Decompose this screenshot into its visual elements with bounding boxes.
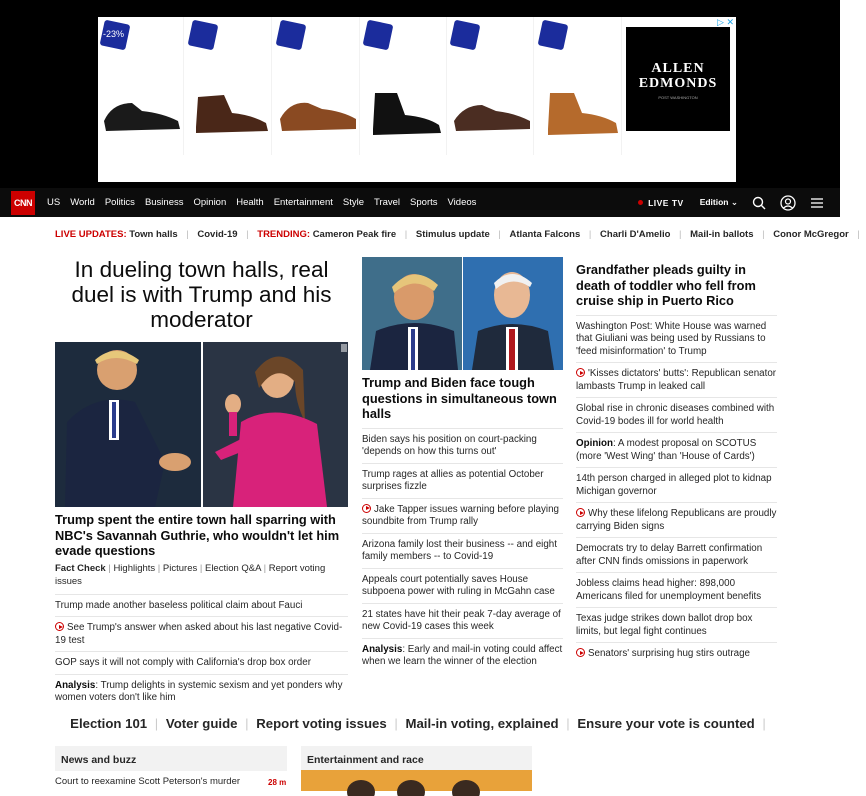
price-tag-icon xyxy=(363,20,394,51)
list-item[interactable]: Trump made another baseless political claim about Fauci xyxy=(55,595,348,618)
election-link-voter-guide[interactable]: Voter guide xyxy=(165,716,238,731)
nav-links xyxy=(47,197,486,208)
nav-link-business[interactable]: Business xyxy=(144,197,184,208)
ticker-link-covid[interactable]: Covid-19 xyxy=(197,229,238,240)
list-item[interactable]: Opinion: A modest proposal on SCOTUS (more 'West Wing' than 'House of Cards') xyxy=(576,433,777,468)
top-nav xyxy=(0,188,840,217)
related-link-highlights[interactable]: Highlights xyxy=(113,562,156,574)
ticker-link-trending-5[interactable]: Mail-in ballots xyxy=(690,229,754,240)
brand-line-1: ALLEN xyxy=(651,61,705,76)
nav-link-health[interactable]: Health xyxy=(236,197,264,208)
news-item[interactable]: Court to reexamine Scott Peterson's murder xyxy=(55,776,241,787)
trump-biden-image[interactable] xyxy=(362,257,563,370)
nav-right xyxy=(638,188,824,217)
list-item[interactable]: Analysis: Early and mail-in voting could affect when we learn the winner of the election xyxy=(362,643,563,667)
list-item[interactable]: GOP says it will not comply with California's drop box order xyxy=(55,652,348,675)
price-tag-icon xyxy=(276,20,307,51)
ticker-link-trending-4[interactable]: Charli D'Amelio xyxy=(600,229,671,240)
list-item[interactable]: Why these lifelong Republicans are proudly carrying Biden signs xyxy=(576,503,777,538)
price-tag-icon xyxy=(450,20,481,51)
list-item[interactable]: Washington Post: White House was warned that Giuliani was being used by Russians to 'feed misinformation' to Trump xyxy=(576,316,777,364)
menu-icon[interactable] xyxy=(810,197,824,209)
nav-link-politics[interactable]: Politics xyxy=(104,197,135,208)
list-item[interactable]: 'Kisses dictators' butts': Republican senator lambasts Trump in leaked call xyxy=(576,363,777,398)
brand-line-2: EDMONDS xyxy=(638,76,718,91)
edition-dropdown[interactable] xyxy=(700,197,738,208)
play-icon xyxy=(576,368,585,377)
ad-product-1[interactable] xyxy=(98,17,184,155)
lead-story-title[interactable]: Trump spent the entire town hall sparring with NBC's Savannah Guthrie, who wouldn't let him evade questions xyxy=(55,512,340,558)
ad-product-2[interactable] xyxy=(186,17,272,155)
left-lead xyxy=(55,512,348,709)
nav-link-us[interactable]: US xyxy=(47,197,61,208)
ticker-link-trending-1[interactable]: Cameron Peak fire xyxy=(312,229,397,240)
list-item[interactable]: See Trump's answer when asked about his last negative Covid-19 test xyxy=(55,617,348,652)
nav-link-world[interactable]: World xyxy=(70,197,95,208)
right-headline[interactable]: Grandfather pleads guilty in death of toddler who fell from cruise ship in Puerto Rico xyxy=(576,262,756,308)
shoe-image xyxy=(540,91,620,137)
election-link-101[interactable]: Election 101 xyxy=(70,716,148,731)
list-item[interactable]: Appeals court potentially saves House subpoena power with ruling in McGahn case xyxy=(362,569,563,604)
price-tag-icon xyxy=(188,20,219,51)
play-icon xyxy=(55,622,64,631)
left-column xyxy=(55,257,348,332)
center-headline[interactable]: Trump and Biden face tough questions in simultaneous town halls xyxy=(362,375,557,421)
ad-brand-logo[interactable] xyxy=(626,27,730,131)
ticker-link-trending-6[interactable]: Conor McGregor xyxy=(773,229,849,240)
list-item[interactable]: 14th person charged in alleged plot to kidnap Michigan governor xyxy=(576,468,777,503)
fact-check-link[interactable]: Fact Check xyxy=(55,562,106,574)
section-header-entertainment[interactable]: Entertainment and race xyxy=(301,746,532,771)
ad-product-4[interactable] xyxy=(361,17,447,155)
list-item[interactable]: Biden says his position on court-packing 'depends on how this turns out' xyxy=(362,429,563,464)
section-header-news[interactable]: News and buzz xyxy=(55,746,287,771)
list-item[interactable]: Jobless claims head higher: 898,000 Americans filed for unemployment benefits xyxy=(576,573,777,608)
election-link-ensure-vote[interactable]: Ensure your vote is counted xyxy=(577,716,755,731)
live-updates-label: LIVE UPDATES: xyxy=(55,229,127,240)
play-icon xyxy=(362,504,371,513)
center-column xyxy=(362,375,563,673)
ad-product-5[interactable] xyxy=(448,17,534,155)
list-item[interactable]: Analysis: Trump delights in systemic sexism and yet ponders why women voters don't like him xyxy=(55,679,343,703)
shoe-image xyxy=(102,91,182,137)
election-link-report-issues[interactable]: Report voting issues xyxy=(256,716,387,731)
list-item[interactable]: Arizona family lost their business -- and eight family members -- to Covid-19 xyxy=(362,534,563,569)
ad-content[interactable] xyxy=(98,17,736,182)
main-headline[interactable]: In dueling town halls, real duel is with Trump and his moderator xyxy=(71,257,332,332)
shoe-image xyxy=(190,91,270,137)
right-column xyxy=(576,262,777,665)
election-link-mail-in[interactable]: Mail-in voting, explained xyxy=(405,716,559,731)
shoe-image xyxy=(365,91,445,137)
breaking-bar: LIVE UPDATES: Town halls | Covid-19 | TRENDING: Cameron Peak fire | Stimulus update | Atlanta Falcons | Charli D'Amelio | Mail-in ballots | Conor McGregor | xyxy=(55,229,860,240)
news-time: 28 m xyxy=(268,778,287,787)
list-item[interactable]: Democrats try to delay Barrett confirmation after CNN finds omissions in paperwork xyxy=(576,538,777,573)
entertainment-image[interactable] xyxy=(301,770,532,791)
discount-label: -23% xyxy=(103,29,125,39)
live-tv-label: LIVE TV xyxy=(648,197,684,208)
ad-product-6[interactable] xyxy=(536,17,622,155)
nav-link-travel[interactable]: Travel xyxy=(374,197,401,208)
ticker-link-trending-2[interactable]: Stimulus update xyxy=(415,229,490,240)
shoe-image xyxy=(278,91,358,137)
related-links: Fact Check | Highlights | Pictures | Election Q&A | Report voting issues xyxy=(55,562,326,587)
cnn-logo[interactable]: CNN xyxy=(11,191,35,215)
list-item[interactable]: 21 states have hit their peak 7-day average of new Covid-19 cases this week xyxy=(362,604,563,639)
chevron-down-icon: ⌄ xyxy=(730,197,738,207)
brand-sub: POST WASHINGTON xyxy=(658,95,698,100)
nav-link-style[interactable]: Style xyxy=(342,197,364,208)
ad-close-icon[interactable]: ▷ ✕ xyxy=(717,17,734,27)
edition-label: Edition xyxy=(699,197,729,207)
shoe-image xyxy=(452,91,532,137)
trending-label: TRENDING: xyxy=(257,229,311,240)
election-links-bar: Election 101 | Voter guide | Report voting issues | Mail-in voting, explained | Ensure your vote is counted | xyxy=(70,716,766,731)
price-tag-icon xyxy=(538,20,569,51)
live-tv-button[interactable] xyxy=(638,198,684,208)
list-item[interactable]: Senators' surprising hug stirs outrage xyxy=(576,643,777,665)
related-link-report-voting[interactable]: Report voting issues xyxy=(55,562,326,587)
live-dot-icon xyxy=(638,200,643,205)
nav-link-entertainment[interactable]: Entertainment xyxy=(273,197,333,208)
list-item[interactable]: Jake Tapper issues warning before playing soundbite from Trump rally xyxy=(362,499,563,534)
play-icon xyxy=(576,508,585,517)
account-icon[interactable] xyxy=(780,195,796,211)
town-hall-image[interactable] xyxy=(55,342,348,507)
related-link-pictures[interactable]: Pictures xyxy=(162,562,198,574)
nav-link-opinion[interactable]: Opinion xyxy=(193,197,227,208)
ticker-link-trending-3[interactable]: Atlanta Falcons xyxy=(509,229,581,240)
search-icon[interactable] xyxy=(752,196,766,210)
nav-link-sports[interactable]: Sports xyxy=(410,197,438,208)
list-item[interactable]: Texas judge strikes down ballot drop box limits, but legal fight continues xyxy=(576,608,777,643)
ad-product-3[interactable] xyxy=(274,17,360,155)
list-item[interactable]: Trump rages at allies as potential October surprises fizzle xyxy=(362,464,563,499)
ticker-link-town-halls[interactable]: Town halls xyxy=(129,229,178,240)
list-item[interactable]: Global rise in chronic diseases combined with Covid-19 bodes ill for world health xyxy=(576,398,777,433)
play-icon xyxy=(576,648,585,657)
ad-banner[interactable] xyxy=(0,0,840,188)
nav-link-videos[interactable]: Videos xyxy=(447,197,477,208)
related-link-election-qa[interactable]: Election Q&A xyxy=(204,562,261,574)
